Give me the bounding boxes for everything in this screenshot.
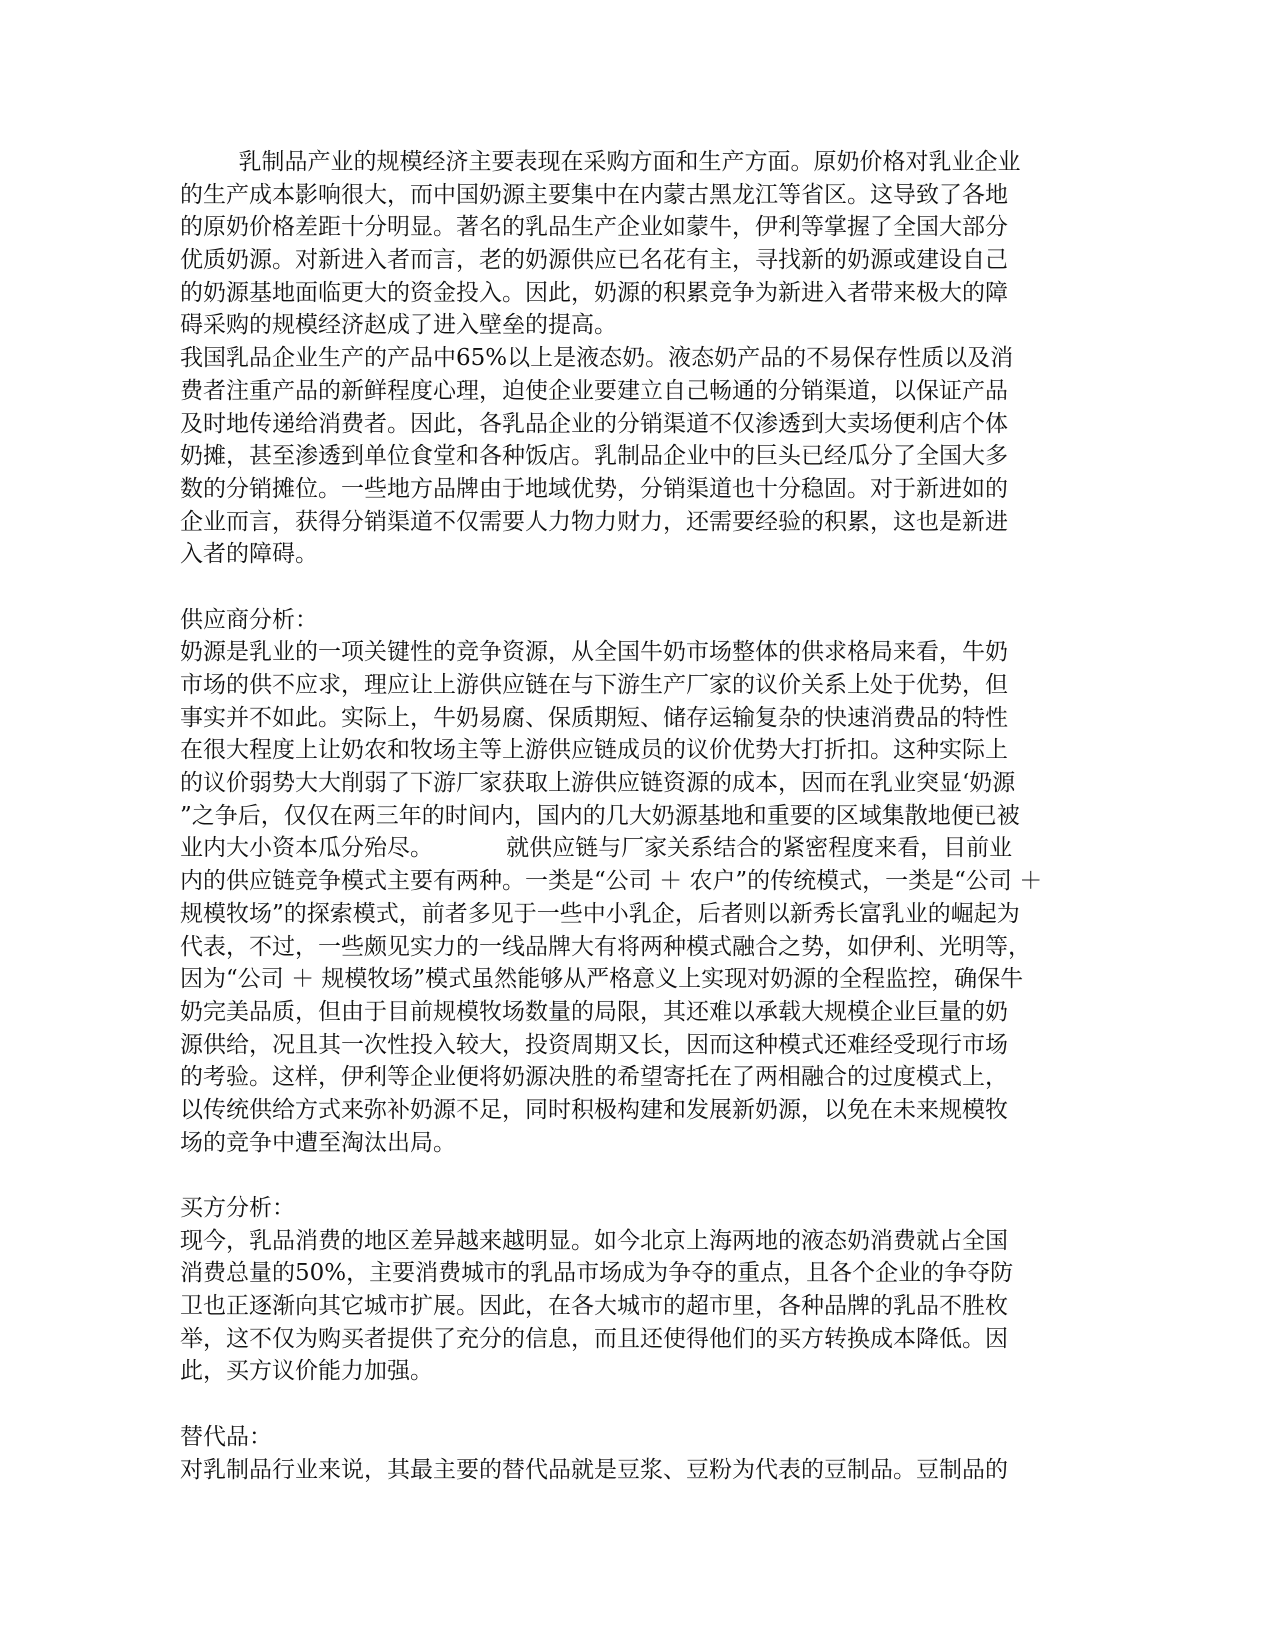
text-line: 乳制品产业的规模经济主要表现在采购方面和生产方面。原奶价格对乳业企业 [180,149,1021,175]
text-line: 场的竞争中遭至淘汰出局。 [180,1129,456,1156]
text-line: 入者的障碍。 [180,541,318,568]
text-line: 的考验。这样，伊利等企业便将奶源决胜的希望寄托在了两相融合的过度模式上， [180,1064,1008,1091]
section-heading-substitutes: 替代品： [180,1423,272,1450]
text-line: 的议价弱势大大削弱了下游厂家获取上游供应链资源的成本，因而在乳业突显‘奶源 [180,770,1016,797]
document-page [180,0,1060,1650]
text-line: 奶完美品质，但由于目前规模牧场数量的局限，其还难以承载大规模企业巨量的奶 [180,998,1008,1025]
text-line: 因为“公司 ＋ 规模牧场”模式虽然能够从严格意义上实现对奶源的全程监控，确保牛 [180,966,1024,993]
blank-line [180,1159,1060,1192]
text-line: 源供给，况且其一次性投入较大，投资周期又长，因而这种模式还难经受现行市场 [180,1031,1008,1058]
section-heading-buyers: 买方分析： [180,1195,295,1221]
text-line: 现今，乳品消费的地区差异越来越明显。如今北京上海两地的液态奶消费就占全国 [180,1227,1008,1254]
text-line: 以传统供给方式来弥补奶源不足，同时积极构建和发展新奶源，以免在未来规模牧 [180,1096,1008,1123]
text-line: 的生产成本影响很大，而中国奶源主要集中在内蒙古黑龙江等省区。这导致了各地 [180,181,1008,208]
blank-line [180,1388,1060,1421]
text-line: 规模牧场”的探索模式，前者多见于一些中小乳企，后者则以新秀长富乳业的崛起为 [180,900,1020,927]
blank-line [180,571,1060,604]
text-line: 奶源是乳业的一项关键性的竞争资源，从全国牛奶市场整体的供求格局来看，牛奶 [180,639,1008,666]
text-line: 优质奶源。对新进入者而言，老的奶源供应已名花有主，寻找新的奶源或建设自己 [180,247,1008,274]
text-line: 此，买方议价能力加强。 [180,1358,433,1385]
text-line: 在很大程度上让奶农和牧场主等上游供应链成员的议价优势大打折扣。这种实际上 [180,737,1008,764]
text-line: 碍采购的规模经济赵成了进入壁垒的提高。 [180,312,617,339]
text-line: 的原奶价格差距十分明显。著名的乳品生产企业如蒙牛，伊利等掌握了全国大部分 [180,214,1008,241]
text-line: 对乳制品行业来说，其最主要的替代品就是豆浆、豆粉为代表的豆制品。豆制品的 [180,1456,1008,1483]
text-line: 卫也正逐渐向其它城市扩展。因此，在各大城市的超市里，各种品牌的乳品不胜枚 [180,1293,1008,1320]
text-line: 企业而言，获得分销渠道不仅需要人力物力财力，还需要经验的积累，这也是新进 [180,508,1008,535]
text-line: 代表，不过，一些颇见实力的一线品牌大有将两种模式融合之势，如伊利、光明等， [180,933,1031,960]
text-line: 市场的供不应求，理应让上游供应链在与下游生产厂家的议价关系上处于优势，但 [180,672,1008,698]
text-line: ”之争后，仅仅在两三年的时间内，国内的几大奶源基地和重要的区域集散地便已被 [180,802,1020,829]
text-line: 的奶源基地面临更大的资金投入。因此，奶源的积累竞争为新进入者带来极大的障 [180,279,1008,306]
text-line: 消费总量的50%，主要消费城市的乳品市场成为争夺的重点，且各个企业的争夺防 [180,1260,1014,1287]
text-line: 举，这不仅为购买者提供了充分的信息，而且还使得他们的买方转换成本降低。因 [180,1325,1008,1352]
text-line: 费者注重产品的新鲜程度心理，迫使企业要建立自己畅通的分销渠道，以保证产品 [180,377,1008,404]
text-line: 数的分销摊位。一些地方品牌由于地域优势，分销渠道也十分稳固。对于新进如的 [180,475,1008,502]
text-line: 及时地传递给消费者。因此，各乳品企业的分销渠道不仅渗透到大卖场便利店个体 [180,410,1008,437]
text-line: 我国乳品企业生产的产品中65%以上是液态奶。液态奶产品的不易保存性质以及消 [180,345,1014,372]
text-line: 事实并不如此。实际上，牛奶易腐、保质期短、储存运输复杂的快速消费品的特性 [180,704,1008,731]
text-line: 奶摊，甚至渗透到单位食堂和各种饭店。乳制品企业中的巨头已经瓜分了全国大多 [180,443,1008,470]
text-line: 内的供应链竞争模式主要有两种。一类是“公司 ＋ 农户”的传统模式，一类是“公司 ＋ [180,868,1043,895]
text-line: 业内大小资本瓜分殆尽。 就供应链与厂家关系结合的紧密程度来看，目前业 [180,835,1013,862]
section-heading-suppliers: 供应商分析： [180,606,318,633]
